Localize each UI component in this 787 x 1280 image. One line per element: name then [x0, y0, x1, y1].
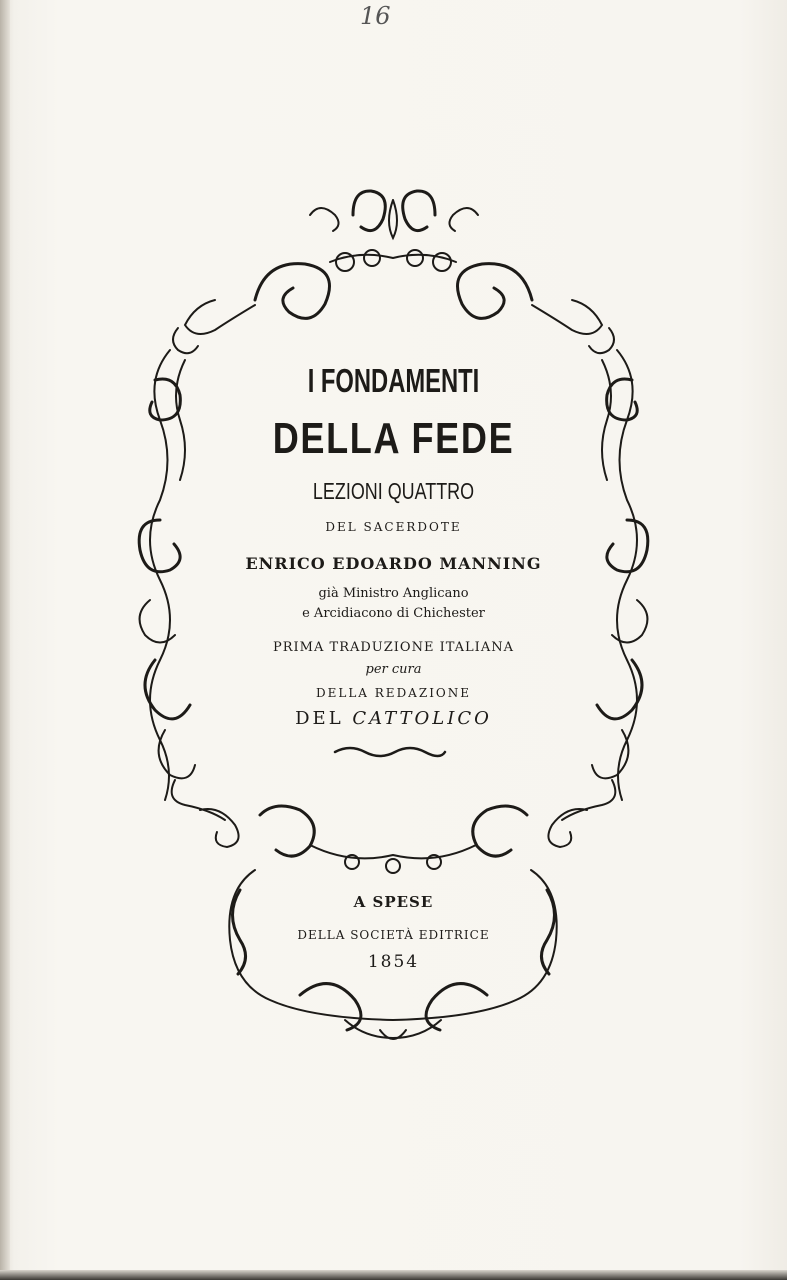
- author-name: ENRICO EDOARDO MANNING: [245, 554, 542, 573]
- author-role-2: e Arcidiacono di Chichester: [302, 606, 485, 621]
- imprint-year: 1854: [367, 952, 420, 972]
- journal-name: CATTOLICO: [352, 708, 492, 729]
- journal-line: [0, 708, 787, 729]
- imprint-spese: A SPESE: [353, 893, 434, 911]
- title-line-1: I FONDAMENTI: [307, 362, 480, 399]
- author-intro: DEL SACERDOTE: [325, 520, 462, 534]
- title-line-2: DELLA FEDE: [272, 414, 515, 463]
- handwritten-page-number: 16: [360, 2, 391, 30]
- top-crest-icon: [310, 191, 478, 238]
- redazione-line: DELLA REDAZIONE: [315, 686, 472, 700]
- journal-prefix: DEL: [295, 708, 344, 729]
- bottom-scroll-band-icon: [260, 806, 527, 873]
- per-cura: per cura: [365, 662, 422, 677]
- subtitle: LEZIONI QUATTRO: [312, 478, 475, 504]
- top-scroll-band-icon: [173, 250, 614, 353]
- author-role-1: già Ministro Anglicano: [318, 586, 469, 601]
- imprint-society: DELLA SOCIETÀ EDITRICE: [297, 928, 490, 942]
- divider-swash-icon: [335, 748, 445, 756]
- translation-line: PRIMA TRADUZIONE ITALIANA: [273, 640, 514, 655]
